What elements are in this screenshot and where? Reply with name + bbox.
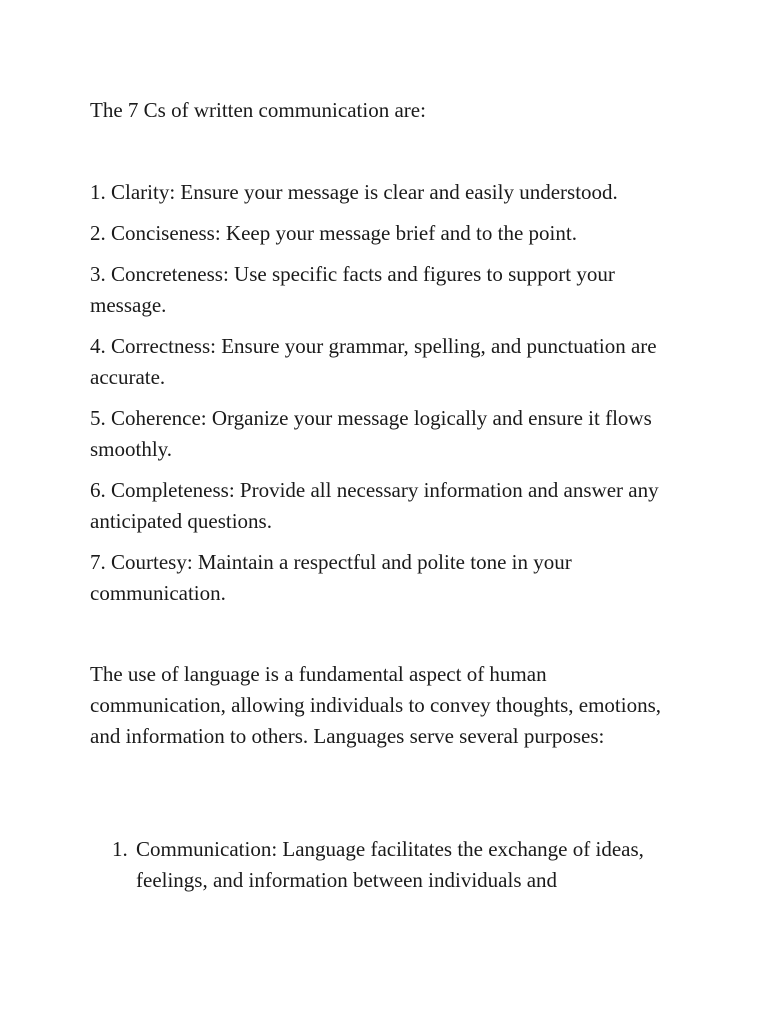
purpose-item-text: Communication: Language facilitates the exchange of ideas, feelings, and information between individuals and <box>136 837 644 892</box>
list-item-courtesy: 7. Courtesy: Maintain a respectful and polite tone in your communication. <box>90 550 572 605</box>
list-item-concreteness: 3. Concreteness: Use specific facts and figures to support your message. <box>90 262 615 317</box>
purpose-item-number: 1. <box>112 837 128 861</box>
language-paragraph: The use of language is a fundamental aspect of human communication, allowing individuals to convey thoughts, emotions, and information to others. Languages serve several purposes: <box>90 662 662 748</box>
purposes-list <box>112 834 672 896</box>
list-item-clarity: 1. Clarity: Ensure your message is clear and easily understood. <box>90 180 618 204</box>
purpose-item-communication <box>112 834 672 896</box>
list-item-completeness: 6. Completeness: Provide all necessary information and answer any anticipated questions. <box>90 478 659 533</box>
intro-line: The 7 Cs of written communication are: <box>90 98 426 122</box>
seven-cs-list <box>90 177 680 619</box>
list-item-coherence: 5. Coherence: Organize your message logically and ensure it flows smoothly. <box>90 406 652 461</box>
list-item-correctness: 4. Correctness: Ensure your grammar, spelling, and punctuation are accurate. <box>90 334 657 389</box>
list-item-conciseness: 2. Conciseness: Keep your message brief and to the point. <box>90 221 577 245</box>
